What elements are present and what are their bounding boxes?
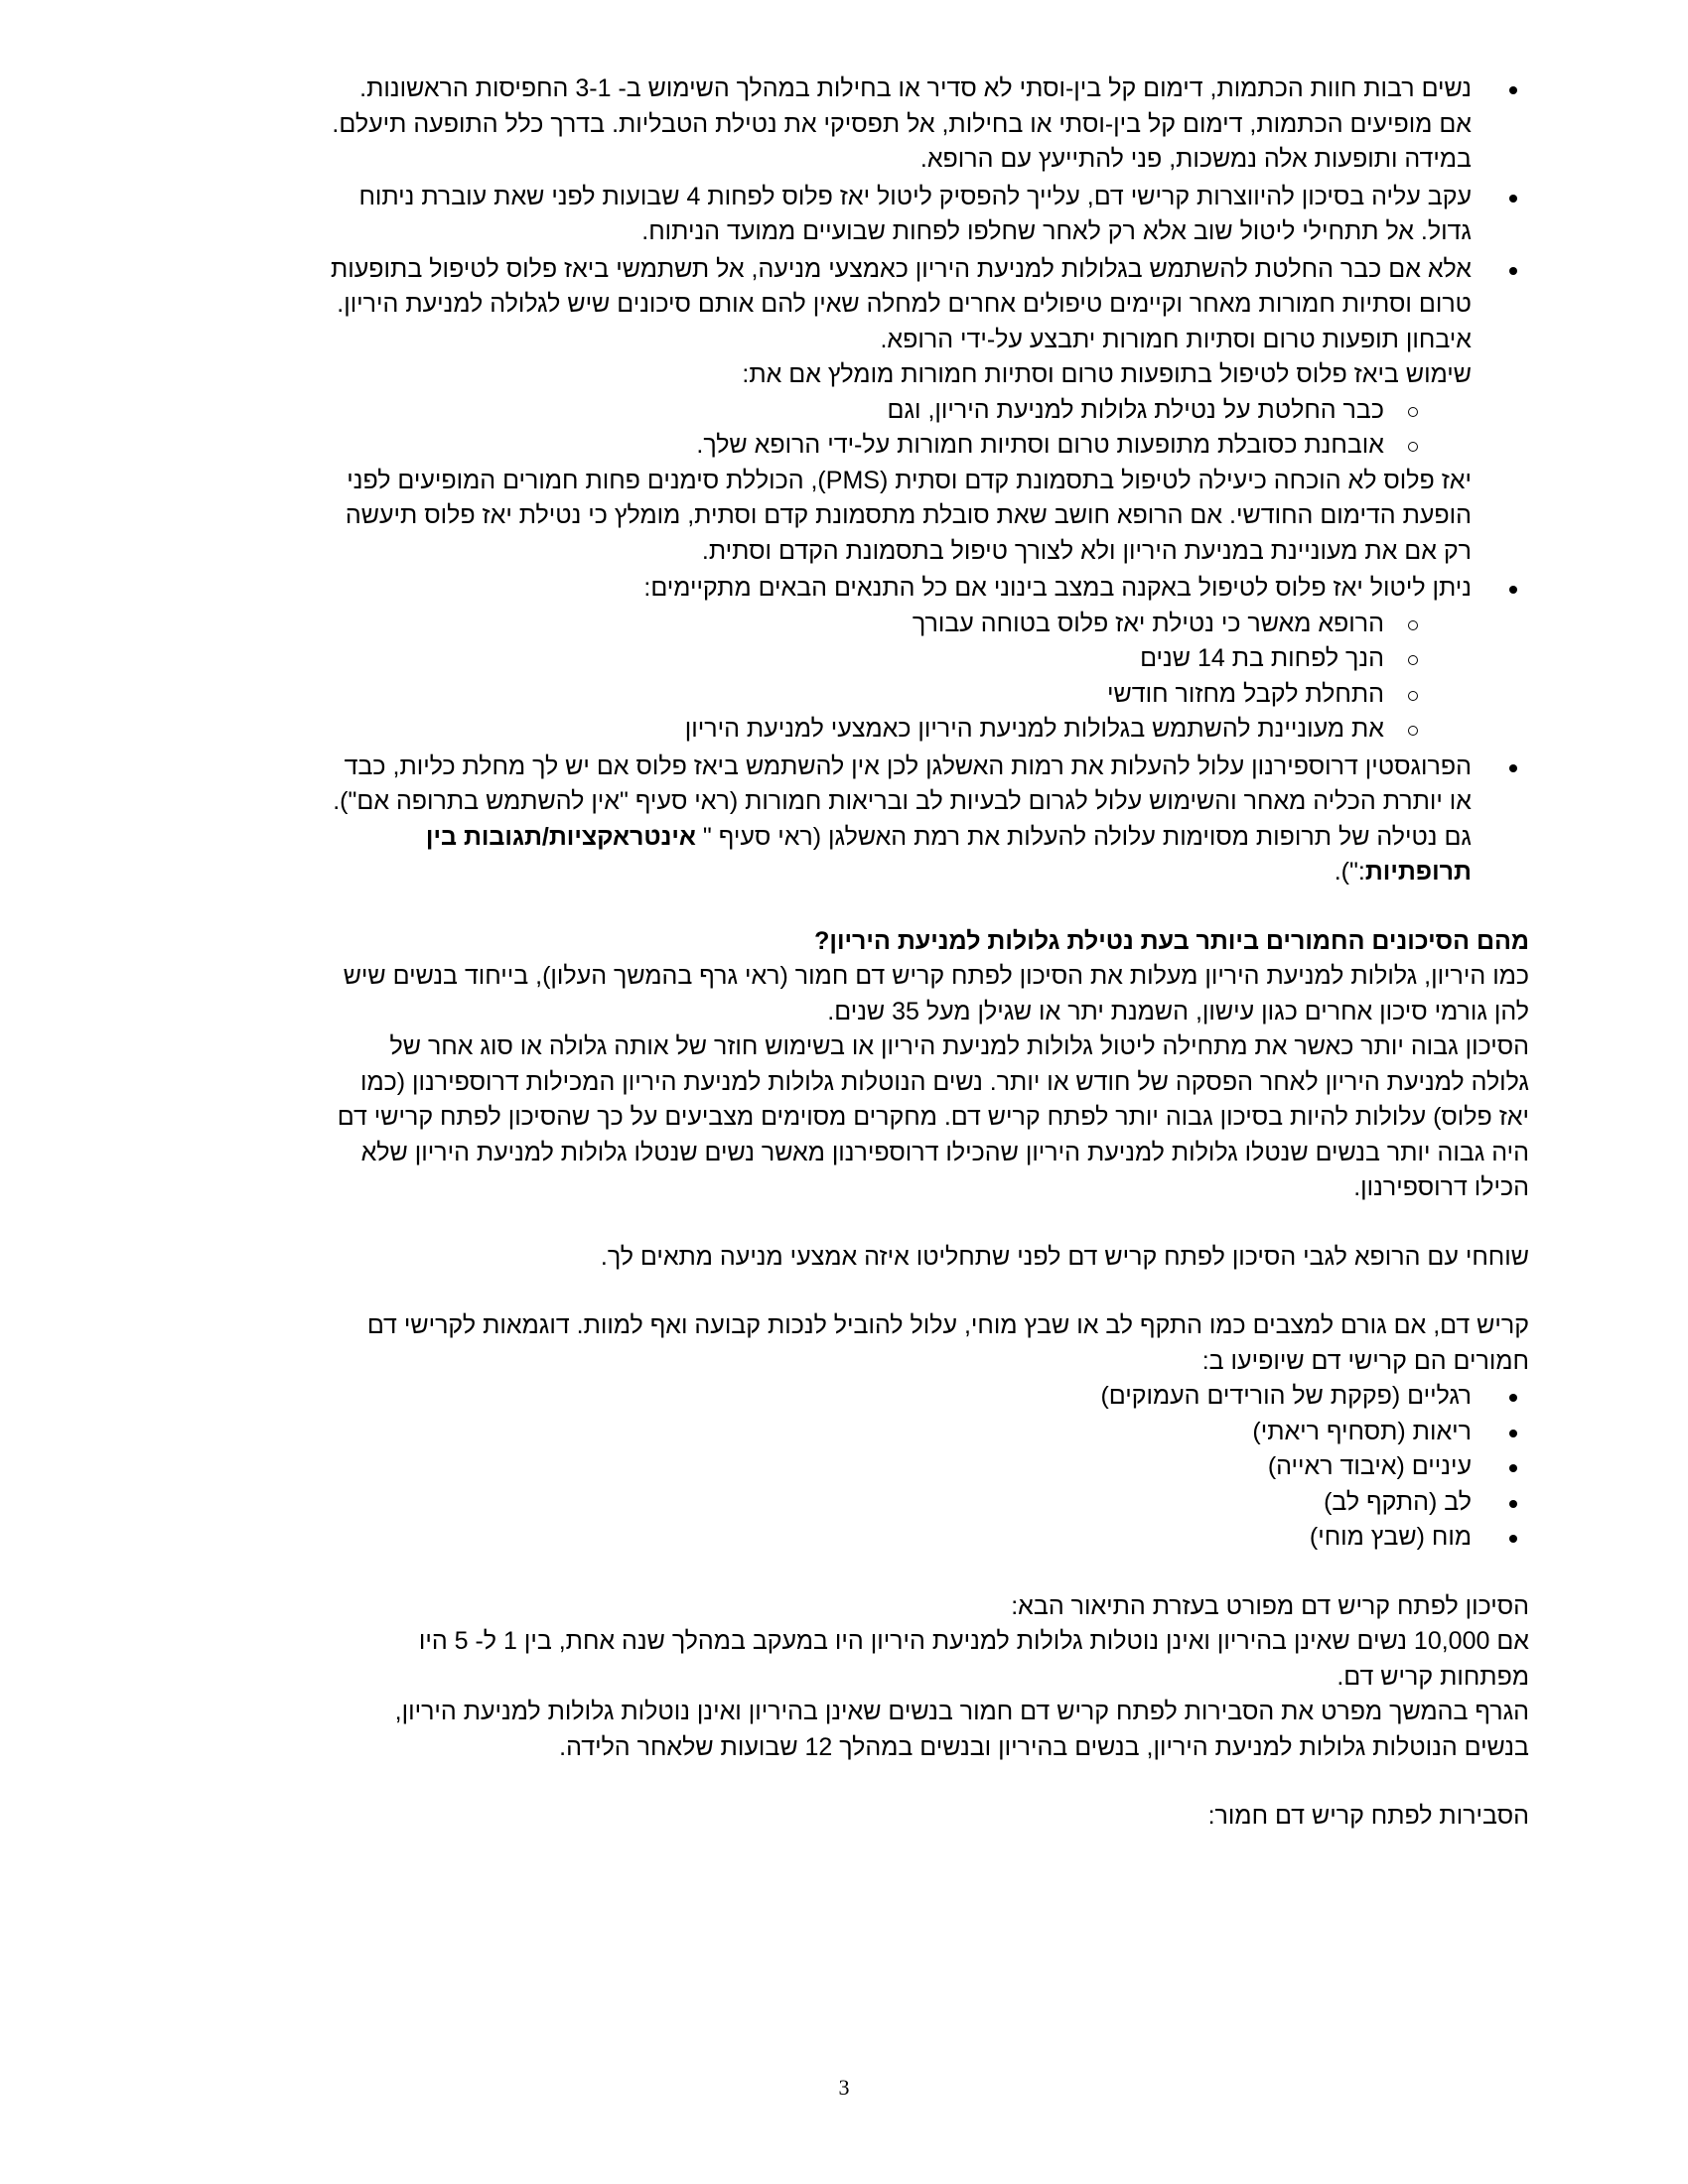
text-line: נשים רבות חוות הכתמות, דימום קל בין-וסתי לא סדיר או בחילות במהלך השימוש ב- 3-1 החפיסות הראשונות. — [359, 74, 1472, 102]
text-line: או יותרת הכליה מאחר והשימוש עלול לגרום לבעיות לב ובריאות חמורות (ראי סעיף "אין להשתמש בתרופה אם"). — [333, 787, 1472, 815]
text-line: ניתן ליטול יאז פלוס לטיפול באקנה במצב בינוני אם כל התנאים הבאים מתקיימים: — [643, 574, 1472, 602]
text-line: יאז פלוס לא הוכחה כיעילה לטיפול בתסמונת קדם וסתית (PMS), הכוללת סימנים פחות חמורים המופיעים לפני — [347, 466, 1472, 494]
list-item — [169, 252, 1529, 570]
text-line: להן גורמי סיכון אחרים כגון עישון, השמנת יתר או שגילן מעל 35 שנים. — [827, 997, 1529, 1025]
text-line: הסיכון גבוה יותר כאשר את מתחילה ליטול גלולות למניעת היריון או בשימוש חוזר של אותה גלולה או סוג אחר של — [389, 1032, 1529, 1060]
sub-list-item: כבר החלטת על נטילת גלולות למניעת היריון, וגם — [169, 393, 1472, 429]
clot-locations-list — [169, 1379, 1529, 1556]
text-line: הופעת הדימום החודשי. אם הרופא חושב שאת סובלת מתסמונת קדם וסתית, מומלץ כי נטילת יאז פלוס תיעשה — [345, 501, 1472, 529]
text-span: :"). — [1334, 858, 1365, 886]
sub-list-item: את מעוניינת להשתמש בגלולות למניעת היריון כאמצעי למניעת היריון — [169, 712, 1472, 748]
text-line — [169, 855, 1472, 890]
paragraph — [169, 1029, 1529, 1206]
text-line: כמו היריון, גלולות למניעת היריון מעלות את הסיכון לפתח קריש דם חמור (ראי גרף בהמשך העלון), בייחוד בנשים שיש — [343, 962, 1529, 990]
text-line: מפתחות קריש דם. — [1336, 1662, 1529, 1691]
paragraph: שוחחי עם הרופא לגבי הסיכון לפתח קריש דם לפני שתחליטו איזה אמצעי מניעה מתאים לך. — [600, 1242, 1529, 1271]
section-heading: מהם הסיכונים החמורים ביותר בעת נטילת גלולות למניעת היריון? — [814, 926, 1529, 955]
sub-list-item: הרופא מאשר כי נטילת יאז פלוס בטוחה עבורך — [169, 607, 1472, 642]
page-number: 3 — [838, 2075, 850, 2100]
text-line: עקב עליה בסיכון להיווצרות קרישי דם, עלייך להפסיק ליטול יאז פלוס לפחות 4 שבועות לפני שאת עוברת ניתוח — [358, 182, 1472, 210]
text-line: יאז פלוס) עלולות להיות בסיכון גבוה יותר לפתח קריש דם. מחקרים מסוימים מצביעים על כך שהסיכון לפתח קרישי דם — [337, 1103, 1529, 1131]
text-line: אם מופיעים הכתמות, דימום קל בין-וסתי או בחילות, אל תפסיקי את נטילת הטבליות. בדרך כלל התופעה תיעלם. — [332, 109, 1472, 138]
text-line: חמורים הם קרישי דם שיופיעו ב: — [1201, 1346, 1529, 1375]
text-line: גלולה למניעת היריון לאחר הפסקה של חודש או יותר. נשים הנוטלות גלולות למניעת היריון המכילות דרוספירנון (כמו — [359, 1067, 1529, 1096]
text-line: קריש דם, אם גורם למצבים כמו התקף לב או שבץ מוחי, עלול להוביל לנכות קבועה ואף למוות. דוגמאות לקרישי דם — [366, 1311, 1529, 1339]
sub-list — [169, 607, 1472, 748]
paragraph — [169, 1308, 1529, 1379]
text-line: במידה ותופעות אלה נמשכות, פני להתייעץ עם הרופא. — [919, 145, 1472, 173]
list-item: רגליים (פקקת של הורידים העמוקים) — [169, 1379, 1529, 1415]
list-item — [169, 180, 1529, 250]
warnings-list — [169, 71, 1529, 890]
sub-list-item: הנך לפחות בת 14 שנים — [169, 641, 1472, 677]
text-line: שימוש ביאז פלוס לטיפול בתופעות טרום וסתיות חמורות מומלץ אם את: — [742, 360, 1472, 388]
text-line: הפרוגסטין דרוספירנון עלול להעלות את רמות האשלגן לכן אין להשתמש ביאז פלוס אם יש לך מחלת כליות, כבד — [344, 751, 1472, 780]
sub-list-item: אובחנת כסובלת מתופעות טרום וסתיות חמורות על-ידי הרופא שלך. — [169, 428, 1472, 464]
paragraph — [169, 1589, 1529, 1766]
list-item — [169, 571, 1529, 748]
list-item — [169, 71, 1529, 178]
text-line — [169, 820, 1472, 856]
text-line: טרום וסתיות חמורות מאחר וקיימים טיפולים אחרים למחלה שאין להם אותם סיכונים שיש לגלולה למניעת היריון. — [337, 290, 1472, 318]
paragraph — [169, 959, 1529, 1029]
text-line: אלא אם כבר החלטת להשתמש בגלולות למניעת היריון כאמצעי מניעה, אל תשתמשי ביאז פלוס לטיפול בתופעות — [330, 254, 1472, 283]
list-item: עיניים (איבוד ראייה) — [169, 1449, 1529, 1485]
text-line: היה גבוה יותר בנשים שנטלו גלולות למניעת היריון שהכילו דרוספירנון מאשר נשים שנטלו גלולות למניעת היריון שלא — [360, 1138, 1529, 1166]
document-body — [169, 71, 1529, 1835]
text-line: הגרף בהמשך מפרט את הסבירות לפתח קריש דם חמור בנשים שאינן בהיריון ואינן נוטלות גלולות למניעת היריון, — [394, 1698, 1529, 1725]
text-line: רק אם את מעוניינת במניעת היריון ולא לצורך טיפול בתסמונת הקדם וסתית. — [701, 536, 1472, 565]
list-item: לב (התקף לב) — [169, 1485, 1529, 1521]
cross-reference: תרופתיות — [1364, 858, 1472, 886]
list-item: ריאות (תסחיף ריאתי) — [169, 1415, 1529, 1450]
text-line: הכילו דרוספירנון. — [1353, 1173, 1529, 1201]
sub-list-item: התחלת לקבל מחזור חודשי — [169, 677, 1472, 713]
sub-list — [169, 393, 1472, 464]
cross-reference: אינטראקציות/תגובות בין — [425, 822, 696, 851]
text-span: גם נטילה של תרופות מסוימות עלולה להעלות את רמת האשלגן (ראי סעיף " — [695, 822, 1472, 851]
paragraph: הסבירות לפתח קריש דם חמור: — [1207, 1802, 1529, 1830]
text-line: איבחון תופעות טרום וסתיות חמורות יתבצע על-ידי הרופא. — [880, 325, 1472, 353]
list-item: מוח (שבץ מוחי) — [169, 1520, 1529, 1556]
text-line: בנשים הנוטלות גלולות למניעת היריון, בנשים בהיריון ובנשים במהלך 12 שבועות שלאחר הלידה. — [559, 1732, 1529, 1761]
text-line: הסיכון לפתח קריש דם מפורט בעזרת התיאור הבא: — [1011, 1591, 1529, 1620]
text-line: גדול. אל תתחילי ליטול שוב אלא רק לאחר שחלפו לפחות שבועיים ממועד הניתוח. — [641, 217, 1472, 245]
list-item — [169, 750, 1529, 890]
text-line: אם 10,000 נשים שאינן בהיריון ואינן נוטלות גלולות למניעת היריון היו במעקב במהלך שנה אחת, בין 1 ל- 5 היו — [418, 1627, 1529, 1655]
